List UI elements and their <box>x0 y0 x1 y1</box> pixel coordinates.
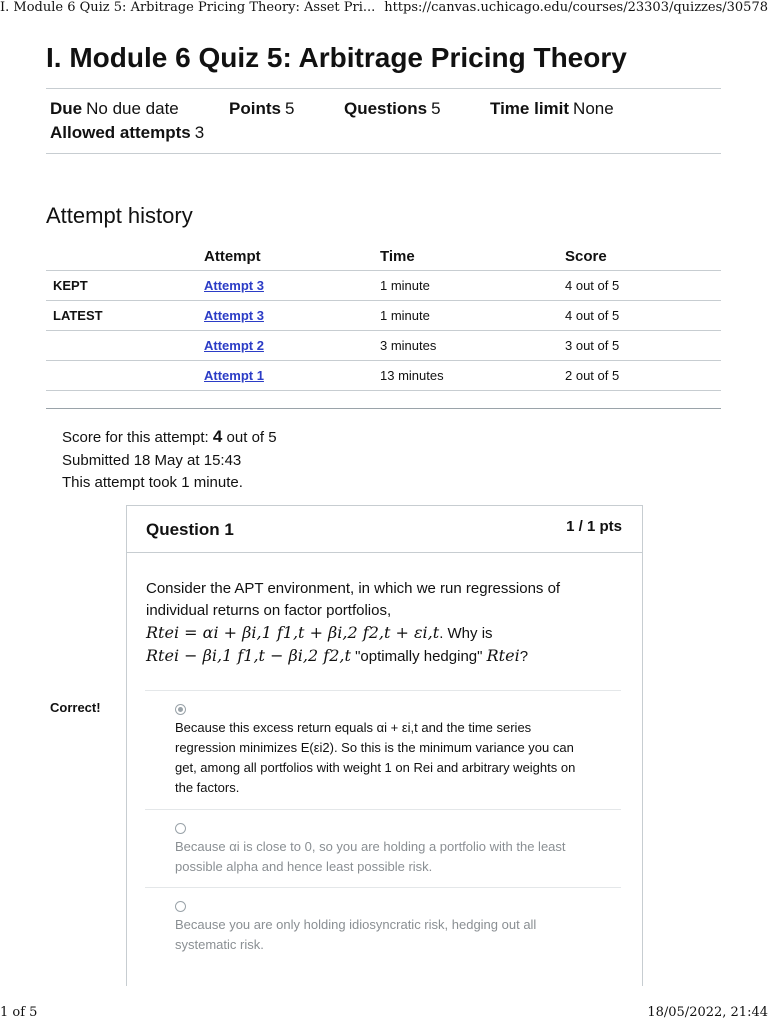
due-value: No due date <box>86 99 179 118</box>
question-text-1: Consider the APT environment, in which we run regressions of individual returns on factor portfolios, <box>146 580 561 619</box>
table-row <box>46 301 721 331</box>
table-header-row <box>46 242 721 271</box>
allowed-attempts-info <box>50 123 204 143</box>
attempt-score <box>62 426 277 450</box>
time-limit-value: None <box>573 99 614 118</box>
print-page-number: 1 of 5 <box>0 1005 38 1020</box>
table-row <box>46 271 721 301</box>
quiz-details <box>46 88 721 154</box>
print-url: https://canvas.uchicago.edu/courses/23303/quizzes/30578 <box>384 0 768 15</box>
questions-value: 5 <box>431 99 441 118</box>
row-time: 3 minutes <box>380 331 565 361</box>
row-time: 1 minute <box>380 301 565 331</box>
row-time: 13 minutes <box>380 361 565 391</box>
page-title: I. Module 6 Quiz 5: Arbitrage Pricing Theory <box>46 42 627 73</box>
row-score: 4 out of 5 <box>565 271 721 301</box>
answer-option[interactable] <box>145 809 621 887</box>
question-title: Question 1 <box>146 520 234 539</box>
section-divider <box>46 408 721 409</box>
points-info <box>229 99 294 119</box>
col-time: Time <box>380 242 565 271</box>
answer-text: Because you are only holding idiosyncratic risk, hedging out all systematic risk. <box>175 917 537 952</box>
attempt-link[interactable]: Attempt 3 <box>204 278 264 293</box>
due-info <box>50 99 179 119</box>
submitted-time: Submitted 18 May at 15:43 <box>62 451 242 469</box>
question-text-2: . Why is <box>439 625 493 642</box>
attempt-history-table <box>46 242 721 391</box>
score-prefix: Score for this attempt: <box>62 429 209 446</box>
allowed-attempts-value: 3 <box>194 123 205 142</box>
equation-excess-return: Rtei <box>486 646 520 665</box>
radio-unselected-icon[interactable] <box>175 901 186 912</box>
table-row <box>46 331 721 361</box>
attempt-link[interactable]: Attempt 1 <box>204 368 264 383</box>
question-text-4: ? <box>519 648 529 665</box>
equation-regression: Rtei = αi + βi,1 f1,t + βi,2 f2,t + εi,t <box>146 623 440 642</box>
answer-option[interactable] <box>145 887 621 978</box>
row-tag: KEPT <box>46 271 204 301</box>
row-tag <box>46 331 204 361</box>
attempt-summary <box>62 426 277 495</box>
radio-selected-icon[interactable] <box>175 704 186 715</box>
attempt-link[interactable]: Attempt 3 <box>204 308 264 323</box>
question-header <box>127 506 642 553</box>
score-value: 4 <box>212 427 223 446</box>
time-limit-label: Time limit <box>490 99 570 118</box>
allowed-attempts-label: Allowed attempts <box>50 123 191 142</box>
row-score: 2 out of 5 <box>565 361 721 391</box>
attempt-duration: This attempt took 1 minute. <box>62 474 243 491</box>
points-label: Points <box>229 99 281 118</box>
row-tag <box>46 361 204 391</box>
questions-info <box>344 99 441 119</box>
table-row <box>46 361 721 391</box>
answer-option[interactable] <box>145 690 621 809</box>
answer-text: Because this excess return equals αi + εi,t and the time series regression minimizes E(εi2). So this is the minimum variance you can get, among all portfolios with weight 1 on Rei and arbitrary weights on the factors. <box>175 720 576 795</box>
print-datetime: 18/05/2022, 21:44 <box>647 1005 768 1020</box>
row-score: 3 out of 5 <box>565 331 721 361</box>
print-header <box>0 0 768 16</box>
due-label: Due <box>50 99 83 118</box>
attempt-history-heading: Attempt history <box>46 203 193 228</box>
question-text-3: "optimally hedging" <box>355 648 483 665</box>
radio-unselected-icon[interactable] <box>175 823 186 834</box>
questions-label: Questions <box>344 99 428 118</box>
correct-answer-label: Correct! <box>50 700 101 715</box>
question-points: 1 / 1 pts <box>566 518 622 535</box>
time-limit-info <box>490 99 614 119</box>
col-score: Score <box>565 242 721 271</box>
question-text <box>146 578 616 668</box>
points-value: 5 <box>284 99 295 118</box>
row-score: 4 out of 5 <box>565 301 721 331</box>
row-tag: LATEST <box>46 301 204 331</box>
answer-text: Because αi is close to 0, so you are holding a portfolio with the least possible alpha and hence least possible risk. <box>175 839 566 874</box>
col-tag <box>46 242 204 271</box>
attempt-link[interactable]: Attempt 2 <box>204 338 264 353</box>
print-tab-title: I. Module 6 Quiz 5: Arbitrage Pricing Theory: Asset Pri... <box>0 0 376 15</box>
score-suffix: out of 5 <box>226 429 277 446</box>
equation-hedge: Rtei − βi,1 f1,t − βi,2 f2,t <box>146 646 351 665</box>
col-attempt: Attempt <box>204 242 380 271</box>
row-time: 1 minute <box>380 271 565 301</box>
